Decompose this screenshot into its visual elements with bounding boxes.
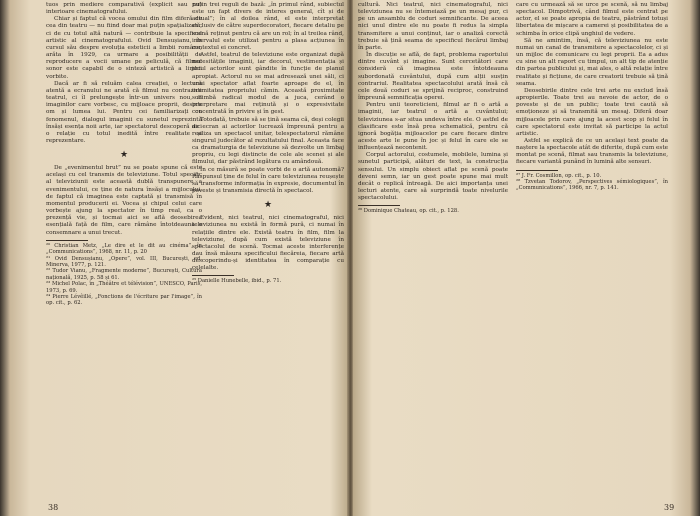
- right-page-column-2: [516, 2, 668, 192]
- paragraph: Astfel, teatrul de televiziune este organizat după necesitățile imaginii, iar decorul, vestimentația și jocul actorilor sunt gândite în funcție de planul apropiat. Actorul nu se mai adresează unei săli, ci unui spectator aflat foarte aproape de el, în intimitatea propriului cămin. Această proximitate schimbă radical modul de a juca, cerând o interpretare mai reținută și o expresivitate concentrată în privire și în gest.: [192, 52, 344, 116]
- footnote-rule: [192, 275, 234, 276]
- paragraph: În discuție se află, de fapt, problema raportului dintre cuvânt și imagine. Sunt cercetători care consideră că imaginea este întotdeauna subordonată cuvântului, după cum alții susțin contrariul. Realitatea spectacolului arată însă că cele două coduri se sprijină reciproc, construind împreună semnificația operei.: [358, 52, 508, 102]
- right-page: [356, 0, 688, 516]
- page-number: 39: [664, 503, 675, 512]
- paragraph: Corpul actorului, costumele, mobilele, lumina și sunetul participă, alături de text, la construcția sensului. Un simplu obiect aflat pe scenă poate deveni semn, iar un gest poate spune mai mult decât o replică întreagă. De aici importanța unei lecturi atente, care să surprindă toate nivelurile spectacolului.: [358, 152, 508, 202]
- paragraph: Evident, nici teatrul, nici cinematograful, nici televiziunea nu există în formă pură, ci numai în relațiile dintre ele. Există teatru în film, film la televiziune, după cum există televiziune în spectacolul de scenă. Tocmai aceste interferențe dau însă măsura specificului fiecăreia, fiecare artă descoperindu-și identitatea în comparație cu celelalte.: [192, 215, 344, 272]
- paragraph: putin trei reguli de bază: „în primul rând, subiectul este un fapt divers de interes general, cît și de actual”; în al doilea rând, el este interpretat exclusiv de către superdecoratori, fiecare detaliu pe scenă reținut pentru că are un rol; în al treilea rând, intervalul este utilizat pentru a plasa acțiunea în contextul ei concret.: [192, 2, 344, 51]
- footnote-rule: [358, 205, 400, 206]
- footnote: ²² Tudor Vianu, „Fragmente moderne”, București, Cultura națională, 1925, p. 58 și 61.: [46, 268, 202, 281]
- footnote: ²⁰ Christian Metz, „Le dire et le dit au cinéma”, în „Communications”, 1968, nr. 11, p. 20: [46, 242, 202, 256]
- footnote-rule: [46, 240, 88, 241]
- footnote: ²¹ Ovid Densușianu, „Opere”, vol. III, București, ed. Minerva, 1977, p. 121.: [46, 255, 202, 268]
- section-separator-star: ★: [263, 200, 273, 211]
- footnote: ²³ Michel Polac, în „Théâtre et télévision”, UNESCO, Paris, 1973, p. 69.: [46, 281, 202, 294]
- footnote: ²⁴ Pierre Lévêillé, „Fonctions de l'écriture par l'image”, în op. cit., p. 62.: [46, 293, 202, 307]
- footnote: ²⁷ J. Fr. Cosmillon, op. cit., p. 10.: [516, 172, 602, 179]
- footnote: ²⁸ Tzvetan Todorov, „Perspectives sémiologiques”, în „Communications”, 1966, nr. 7, p. 141.: [516, 179, 668, 192]
- paragraph: Dacă ar fi să reluăm calea creației, o lectură atentă a ecranului ne arată că filmul nu contrazice teatrul, ci îl prelungește într-un univers nou, al imaginilor care vorbesc, cu mijloace proprii, despre om și lumea lui. Pentru cei familiarizați cu fenomenul, dialogul imaginii cu sunetul reprezintă însăși esența noii arte, iar spectatorul descoperă aici o relație cu totul inedită între realitate și reprezentare.: [46, 80, 202, 144]
- paragraph: În ce măsură se poate vorbi de o artă autonomă? Răspunsul ține de felul în care televiziunea reușește să transforme informația în expresie, documentul în poveste și transmisia directă în spectacol.: [192, 166, 344, 195]
- paragraph: tuos prin mediere comparativă (explicit sau nu) interioare cinematografului.: [46, 2, 202, 16]
- page-number: 38: [48, 503, 59, 512]
- right-page-column-1: [358, 2, 508, 215]
- paragraph: Să ne amintim, însă, că televiziunea nu este numai un canal de transmitere a spectacolelor, ci și un mijloc de comunicare cu legi proprii. Ea a adus cu sine un alt raport cu timpul, un alt tip de atenție din partea publicului și, mai ales, o altă relație între realitate și ficțiune, de care creatorii trebuie să țină seama.: [516, 37, 668, 87]
- footnote: ²⁵ Danielle Hunebelle, ibid., p. 71.: [192, 278, 282, 285]
- paragraph: care cu urmează să se urce pe scenă, să nu limbaj spectacol. Dimpotrivă, când filmul este centrat pe actor, el se poate apropia de teatru, păstrând totuși libertatea de mișcare a camerei și posibilitatea de a schimba în orice clipă unghiul de vedere.: [516, 2, 668, 37]
- footnote-rule: [516, 170, 558, 171]
- paragraph: Pentru unii teoreticieni, filmul ar fi o artă a imaginii, iar teatrul o artă a cuvântului; televiziunea s-ar situa undeva între ele. O astfel de clasificare este însă prea schematică, pentru că ignoră bogăția mijloacelor pe care fiecare dintre aceste arte le pune în joc și felul în care ele se influențează necontenit.: [358, 102, 508, 152]
- paragraph: Chiar și faptul că vocea omului din film diferă de cea din teatru — nu fiind doar mai puțin spațializată, ci de cu totul altă natură — contribuie la specificul artistic al cinematografului. Ovid Densușianu, în cursul său despre evoluția esteticii a limbii române, arăta în 1929, ca urmare a posibilității de reproducere a vocii umane pe peliculă, că filmul sonor este capabil de o sinteză artistică a limbii vorbite.: [46, 16, 202, 80]
- paragraph: Astfel se explică de ce un același text poate da naștere la spectacole atât de diferite, după cum este montat pe scenă, filmat sau transmis la televiziune, fiecare variantă punând în lumină alte sensuri.: [516, 137, 668, 166]
- book-gutter: [347, 0, 353, 516]
- paragraph: Totodată, trebuie să se țină seama că, deși colegii de ecran ai actorilor lucrează împreună pentru a realiza un spectacol unitar, telespectatorul rămâne singurul judecător al rezultatului final. Aceasta face ca dramaturgia de televiziune să dezvolte un limbaj propriu, cu legi distincte de cele ale scenei și ale filmului, dar păstrând legătura cu amândouă.: [192, 116, 344, 166]
- left-page: [14, 0, 346, 516]
- left-page-column-1: [46, 2, 202, 307]
- paragraph: Deosebirile dintre cele trei arte nu exclud însă apropierile. Toate trei au nevoie de actor, de o poveste și de un public; toate trei caută să emoționeze și să transmită un mesaj. Diferă doar mijloacele prin care ajung la acest scop și felul în care spectatorul este invitat să participe la actul artistic.: [516, 87, 668, 137]
- footnote: ²⁶ Dominique Chateau, op. cit., p. 128.: [358, 208, 459, 215]
- left-page-column-2: [192, 2, 344, 285]
- paragraph: cultură. Nici teatrul, nici cinematograful, nici televiziunea nu se întemeiază pe un mesaj pur, ci pe un ansamblu de coduri semnificante. De aceea nici unul dintre ele nu poate fi redus la simpla transmitere a unui conținut, iar o analiză corectă trebuie să țină seama de specificul fiecărui limbaj în parte.: [358, 2, 508, 51]
- paragraph: De „evenimentul brut” nu se poate spune că este același cu cel transmis de televiziune. Totul specific al televiziunii este această dublă transpunere a evenimentului, ce ține de natura însăși a mijlocului, de faptul că imaginea este captată și transmisă în momentul producerii ei. Vocea și chipul celui care vorbește ajung la spectator în timp real, ca o prezență vie, și tocmai aici se află deosebirea esențială față de film, care rămâne întotdeauna o consemnare a unui trecut.: [46, 165, 202, 236]
- section-separator-star: ★: [119, 150, 129, 161]
